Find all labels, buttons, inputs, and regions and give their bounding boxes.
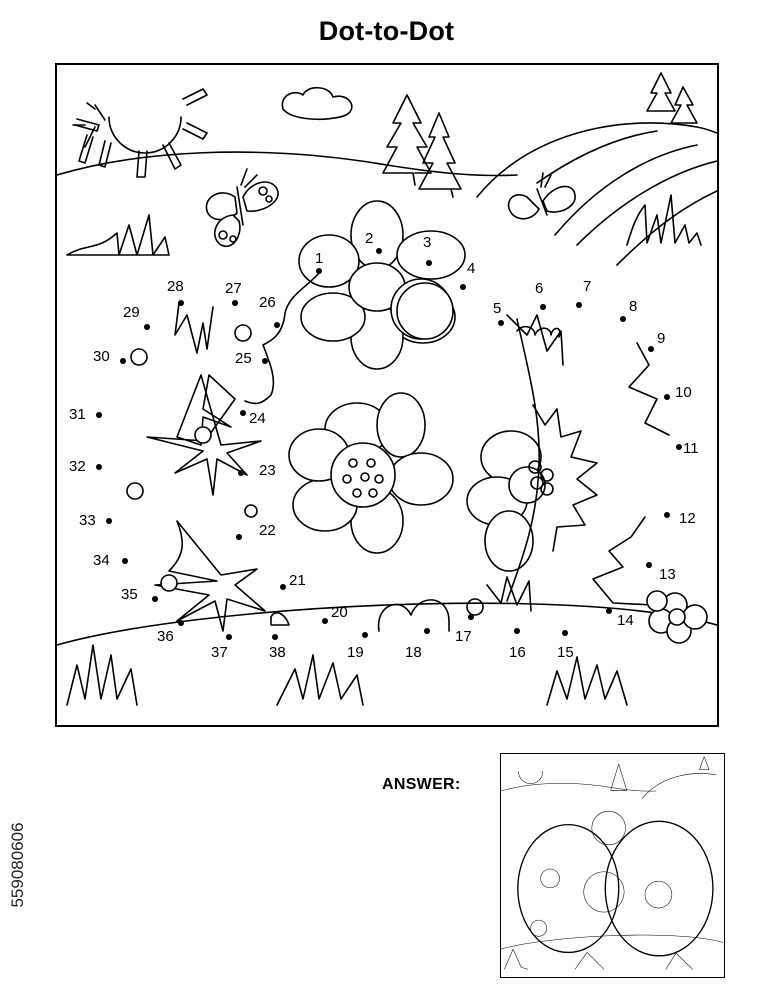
puzzle-frame: [55, 63, 719, 727]
dot-25: [262, 358, 268, 364]
dot-label-22: 22: [259, 522, 276, 539]
dot-label-26: 26: [259, 294, 276, 311]
dot-2: [376, 248, 382, 254]
dot-4: [460, 284, 466, 290]
dot-label-9: 9: [657, 330, 666, 347]
dot-5: [498, 320, 504, 326]
dot-label-12: 12: [679, 510, 696, 527]
dot-7: [576, 302, 582, 308]
egg-outline-icon: [605, 821, 713, 956]
dot-23: [238, 470, 244, 476]
dot-27: [232, 300, 238, 306]
dot-20: [322, 618, 328, 624]
dot-label-33: 33: [79, 512, 96, 529]
dot-22: [236, 534, 242, 540]
dot-15: [562, 630, 568, 636]
dot-label-28: 28: [167, 278, 184, 295]
flower-icon: [647, 591, 707, 643]
dot-label-16: 16: [509, 644, 526, 661]
dot-13: [646, 562, 652, 568]
answer-scene: [501, 754, 723, 976]
dot-29: [144, 324, 150, 330]
dot-3: [426, 260, 432, 266]
dot-38: [272, 634, 278, 640]
dot-21: [280, 584, 286, 590]
dot-37: [226, 634, 232, 640]
dot-label-15: 15: [557, 644, 574, 661]
dot-1: [316, 268, 322, 274]
dot-label-5: 5: [493, 300, 502, 317]
dot-label-37: 37: [211, 644, 228, 661]
hill-icon: [477, 123, 717, 197]
dot-label-35: 35: [121, 586, 138, 603]
dot-19: [362, 632, 368, 638]
dot-label-1: 1: [315, 250, 324, 267]
dot-label-31: 31: [69, 406, 86, 423]
stock-id-text: 559080606: [8, 822, 27, 908]
dot-label-2: 2: [365, 230, 374, 247]
dot-label-29: 29: [123, 304, 140, 321]
dot-label-7: 7: [583, 278, 592, 295]
dot-36: [178, 620, 184, 626]
dot-32: [96, 464, 102, 470]
flower-icon: [147, 375, 265, 631]
dot-label-14: 14: [617, 612, 634, 629]
dot-label-11: 11: [683, 440, 699, 457]
dot-10: [664, 394, 670, 400]
dot-34: [122, 558, 128, 564]
stock-id: [6, 760, 30, 970]
dot-label-18: 18: [405, 644, 422, 661]
dot-6: [540, 304, 546, 310]
dot-label-36: 36: [157, 628, 174, 645]
pine-tree-icon: [383, 73, 697, 197]
dot-9: [648, 346, 654, 352]
dot-30: [120, 358, 126, 364]
dot-33: [106, 518, 112, 524]
dot-label-30: 30: [93, 348, 110, 365]
dot-16: [514, 628, 520, 634]
flower-icon: [299, 201, 465, 369]
flower-icon: [467, 431, 553, 571]
answer-thumbnail: [500, 753, 725, 978]
dot-label-6: 6: [535, 280, 544, 297]
dot-label-25: 25: [235, 350, 252, 367]
dot-label-4: 4: [467, 260, 476, 277]
dot-18: [424, 628, 430, 634]
dot-label-13: 13: [659, 566, 676, 583]
dot-label-24: 24: [249, 410, 266, 427]
dot-label-23: 23: [259, 462, 276, 479]
butterfly-icon: [206, 169, 278, 246]
dot-label-21: 21: [289, 572, 306, 589]
flower-icon: [289, 393, 453, 553]
dot-14: [606, 608, 612, 614]
butterfly-icon: [509, 173, 576, 219]
dot-label-20: 20: [331, 604, 348, 621]
dot-label-8: 8: [629, 298, 638, 315]
dot-label-17: 17: [455, 628, 472, 645]
dot-11: [676, 444, 682, 450]
dot-label-27: 27: [225, 280, 242, 297]
answer-label: ANSWER:: [382, 776, 461, 793]
dot-31: [96, 412, 102, 418]
dot-label-38: 38: [269, 644, 286, 661]
cloud-icon: [282, 88, 351, 120]
dot-label-32: 32: [69, 458, 86, 475]
dot-28: [178, 300, 184, 306]
dot-35: [152, 596, 158, 602]
dot-26: [274, 322, 280, 328]
dot-8: [620, 316, 626, 322]
sun-icon: [73, 89, 207, 177]
dot-label-3: 3: [423, 234, 432, 251]
puzzle-scene: [57, 65, 717, 725]
dot-12: [664, 512, 670, 518]
dot-label-19: 19: [347, 644, 364, 661]
page-title: Dot-to-Dot: [318, 16, 455, 46]
dot-24: [240, 410, 246, 416]
dot-17: [468, 614, 474, 620]
dot-label-34: 34: [93, 552, 110, 569]
dot-label-10: 10: [675, 384, 692, 401]
